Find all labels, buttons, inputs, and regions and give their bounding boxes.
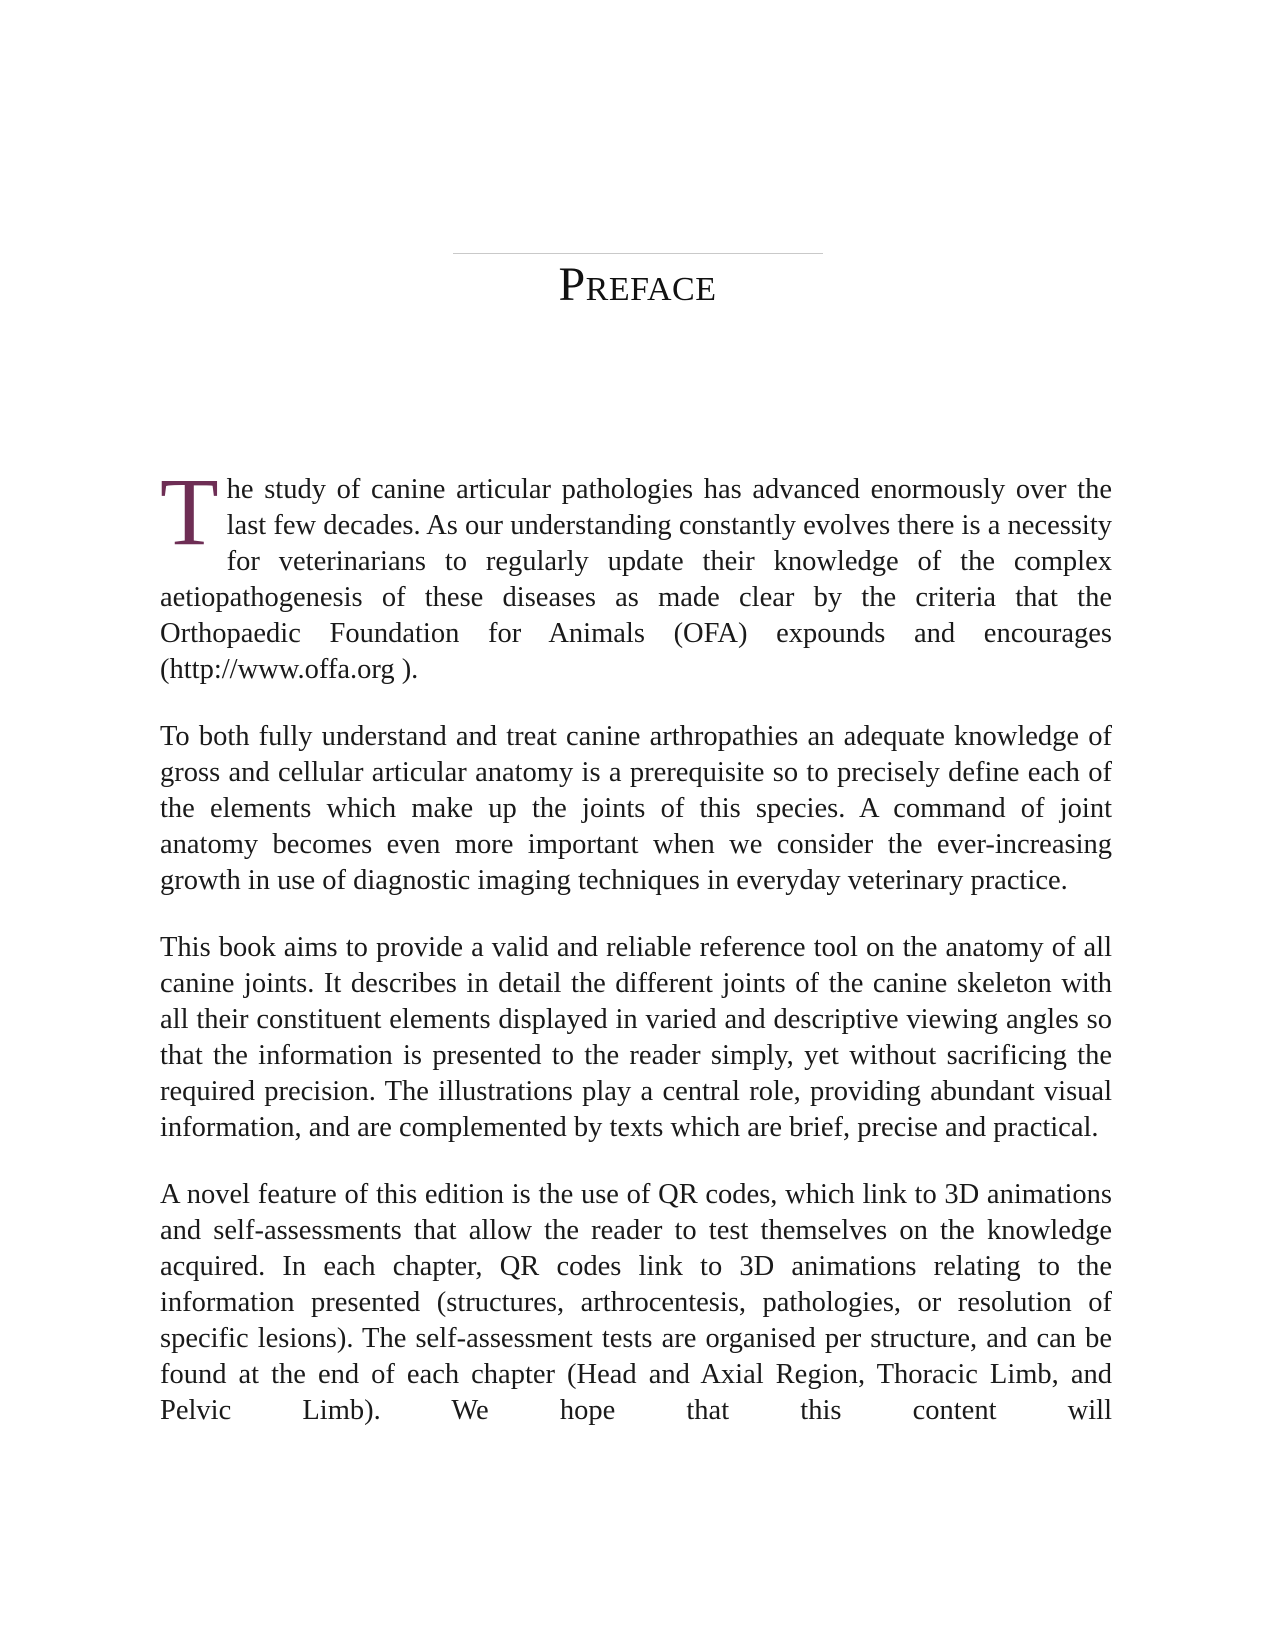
page-title	[0, 258, 1275, 317]
preface-body	[160, 458, 1112, 1460]
paragraph-1-text: he study of canine articular pathologies has advanced enormously over the last few decades. As our understanding constantly evolves there is a necessity for veterinarians to regularly update their knowledge of the complex aetiopathogenesis of these diseases as made clear by the criteria that the Orthopaedic Foundation for Animals (OFA) expounds and encourages (http://www.offa.org ).	[160, 474, 1112, 685]
paragraph-4: A novel feature of this edition is the use of QR codes, which link to 3D animations and self-assessments that allow the reader to test themselves on the knowledge acquired. In each chapter, QR codes link to 3D animations relating to the information presented (structures, arthrocentesis, pathologies, or resolution of specific lesions). The self-assessment tests are organised per structure, and can be found at the end of each chapter (Head and Axial Region, Thoracic Limb, and Pelvic Limb). We hope that this content will	[160, 1179, 1112, 1426]
paragraph-3: This book aims to provide a valid and reliable reference tool on the anatomy of all canine joints. It describes in detail the different joints of the canine skeleton with all their constituent elements displayed in varied and descriptive viewing angles so that the information is presented to the reader simply, yet without sacrificing the required precision. The illustrations play a central role, providing abundant visual information, and are complemented by texts which are brief, precise and practical.	[160, 932, 1112, 1143]
drop-cap: T	[160, 458, 219, 565]
page-title-rest: REFACE	[585, 271, 717, 308]
title-rule	[453, 253, 823, 254]
paragraph-2: To both fully understand and treat canine arthropathies an adequate knowledge of gross and cellular articular anatomy is a prerequisite so to precisely define each of the elements which make up the joints of this species. A command of joint anatomy becomes even more important when we consider the ever-increasing growth in use of diagnostic imaging techniques in everyday veterinary practice.	[160, 721, 1112, 896]
paragraph-1	[160, 458, 1112, 688]
page-title-initial: P	[558, 258, 586, 311]
